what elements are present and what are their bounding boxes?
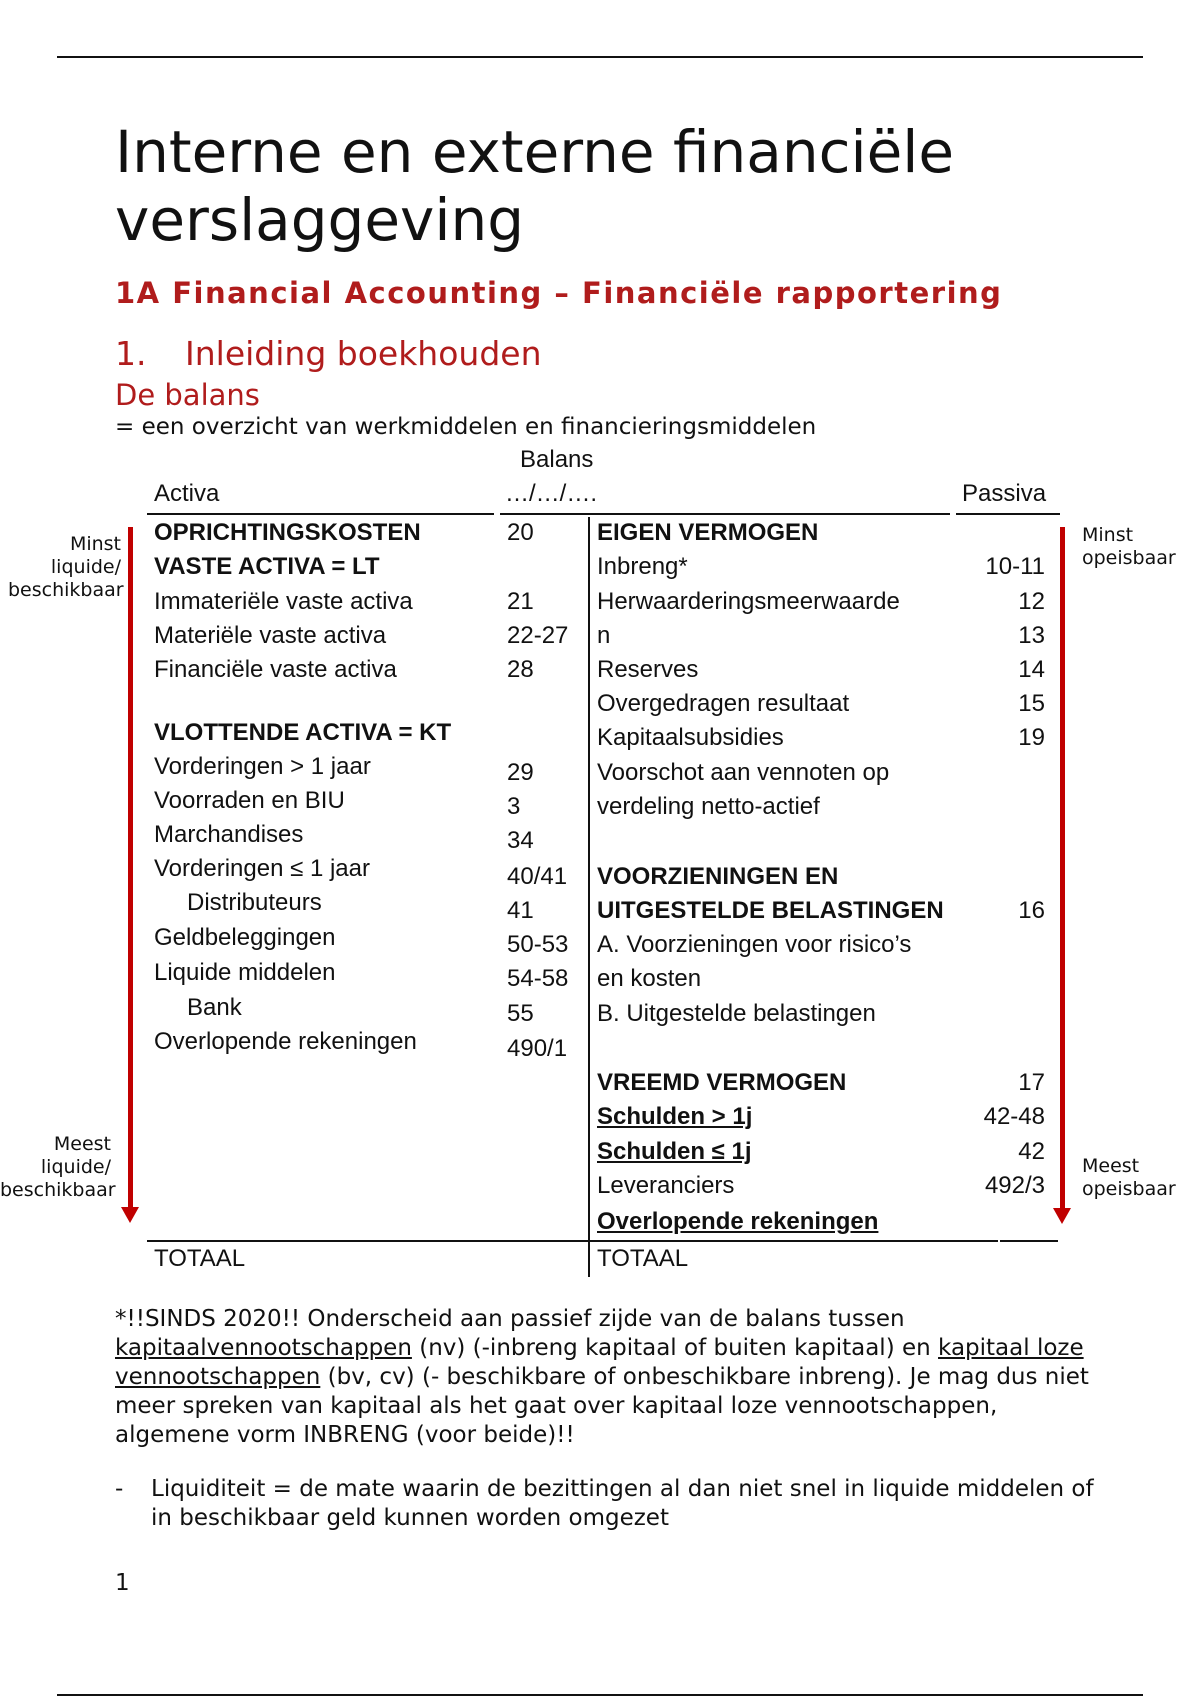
passiva-row: Leveranciers (597, 1172, 735, 1199)
activa-row: Materiële vaste activa (154, 622, 387, 649)
activa-code: 3 (507, 793, 521, 820)
passiva-code: 12 (1018, 588, 1045, 615)
activa-header: Activa (154, 480, 220, 507)
passiva-header: Passiva (962, 480, 1047, 507)
passiva-code: 16 (1018, 897, 1045, 924)
activa-code: 40/41 (507, 863, 568, 890)
note-text: (bv, cv) (- beschikbare of onbeschikbare inbreng). Je mag dus niet meer spreken van kapitaal als het gaat over kapitaal loze vennootschappen, algemene vorm INBRENG (voor beide)!! (115, 1364, 1089, 1448)
activa-row: Financiële vaste activa (154, 656, 397, 683)
balance-date: …/…/…. (505, 480, 598, 507)
passiva-row: Overgedragen resultaat (597, 690, 850, 717)
passiva-code: 14 (1018, 656, 1045, 683)
passiva-row: UITGESTELDE BELASTINGEN (597, 897, 944, 924)
total-rule-left (147, 1240, 588, 1242)
activa-row: VLOTTENDE ACTIVA = KT (154, 719, 452, 746)
note-underlined-term: kapitaalvennootschappen (115, 1335, 412, 1361)
right-arrow-shaft (1060, 527, 1065, 1210)
left-arrow-head-icon (121, 1207, 139, 1223)
activa-row: Voorraden en BIU (154, 787, 345, 814)
passiva-code: 10-11 (985, 553, 1045, 580)
balance-title: Balans (520, 446, 594, 473)
passiva-code: 42-48 (983, 1103, 1045, 1130)
passiva-row: Reserves (597, 656, 699, 683)
header-rule-middle (500, 513, 950, 515)
activa-code: 54-58 (507, 965, 569, 992)
bullet-text: Liquiditeit = de mate waarin de bezittingen al dan niet snel in liquide middelen of in beschikbaar geld kunnen worden omgezet (151, 1476, 1094, 1531)
total-rule-right (590, 1240, 998, 1242)
activa-row: Marchandises (154, 821, 304, 848)
right-top-label: Minst opeisbaar (1082, 524, 1176, 569)
activa-row: Overlopende rekeningen (154, 1028, 417, 1055)
passiva-row: Inbreng* (597, 553, 688, 580)
passiva-row: Schulden ≤ 1j (597, 1138, 752, 1165)
passiva-row: Kapitaalsubsidies (597, 724, 784, 751)
activa-code: 55 (507, 1000, 534, 1027)
top-rule (57, 56, 1143, 58)
page-number: 1 (115, 1570, 130, 1596)
passiva-row: Voorschot aan vennoten op (597, 759, 890, 786)
activa-code: 50-53 (507, 931, 569, 958)
passiva-row: Overlopende rekeningen (597, 1208, 879, 1235)
left-top-label: Minst liquide/ beschikbaar (8, 533, 124, 601)
bullet-marker: - (115, 1476, 124, 1502)
activa-code: 41 (507, 897, 534, 924)
activa-row: Vorderingen ≤ 1 jaar (154, 855, 370, 882)
total-rule-right-end (1000, 1240, 1058, 1242)
activa-row: Geldbeleggingen (154, 924, 336, 951)
passiva-code: 19 (1018, 724, 1045, 751)
passiva-code: 17 (1018, 1069, 1045, 1096)
left-bottom-label: Meest liquide/ beschikbaar (0, 1133, 116, 1201)
center-divider (588, 517, 590, 1277)
note-text: *!!SINDS 2020!! Onderscheid aan passief zijde van de balans tussen (115, 1306, 905, 1332)
chapter-title: Inleiding boekhouden (185, 334, 542, 373)
passiva-code: 15 (1018, 690, 1045, 717)
header-rule-activa (147, 513, 494, 515)
course-subtitle: 1A Financial Accounting – Financiële rapportering (115, 276, 1003, 310)
balance-definition: = een overzicht van werkmiddelen en financieringsmiddelen (115, 414, 817, 440)
right-bottom-label: Meest opeisbaar (1082, 1155, 1176, 1200)
passiva-row: EIGEN VERMOGEN (597, 519, 819, 546)
total-activa: TOTAAL (154, 1245, 246, 1272)
total-passiva: TOTAAL (597, 1245, 689, 1272)
passiva-row: A. Voorzieningen voor risico’s (597, 931, 912, 958)
passiva-row: VOORZIENINGEN EN (597, 863, 839, 890)
passiva-row: Herwaarderingsmeerwaarde (597, 588, 900, 615)
activa-row: Distributeurs (187, 889, 322, 916)
activa-code: 490/1 (507, 1035, 568, 1062)
activa-code: 21 (507, 588, 534, 615)
activa-code: 34 (507, 827, 534, 854)
note-underlined-term: kapitaal loze vennootschappen (115, 1335, 1084, 1390)
activa-code: 20 (507, 519, 534, 546)
activa-row: OPRICHTINGSKOSTEN (154, 519, 421, 546)
inbreng-note (115, 1305, 1095, 1450)
activa-row: Liquide middelen (154, 959, 336, 986)
section-heading: De balans (115, 378, 260, 412)
passiva-code: 13 (1018, 622, 1045, 649)
left-arrow-shaft (128, 527, 133, 1209)
passiva-row: VREEMD VERMOGEN (597, 1069, 847, 1096)
passiva-row: Schulden > 1j (597, 1103, 753, 1130)
bottom-rule (57, 1694, 1143, 1696)
passiva-row: verdeling netto-actief (597, 793, 820, 820)
passiva-code: 42 (1018, 1138, 1045, 1165)
chapter-heading (115, 334, 542, 373)
activa-code: 22-27 (507, 622, 569, 649)
activa-row: Immateriële vaste activa (154, 588, 413, 615)
passiva-code: 492/3 (984, 1172, 1045, 1199)
activa-row: VASTE ACTIVA = LT (154, 553, 380, 580)
note-text: (nv) (-inbreng kapitaal of buiten kapitaal) en (411, 1335, 939, 1361)
passiva-row: n (597, 622, 611, 649)
header-rule-passiva (956, 513, 1060, 515)
activa-code: 29 (507, 759, 534, 786)
passiva-row: en kosten (597, 965, 702, 992)
right-arrow-head-icon (1053, 1208, 1071, 1224)
chapter-number: 1. (115, 334, 147, 373)
activa-row: Bank (187, 994, 242, 1021)
document-title: Interne en externe financiële verslaggeving (115, 118, 955, 254)
activa-code: 28 (507, 656, 534, 683)
passiva-row: B. Uitgestelde belastingen (597, 1000, 876, 1027)
activa-row: Vorderingen > 1 jaar (154, 753, 371, 780)
